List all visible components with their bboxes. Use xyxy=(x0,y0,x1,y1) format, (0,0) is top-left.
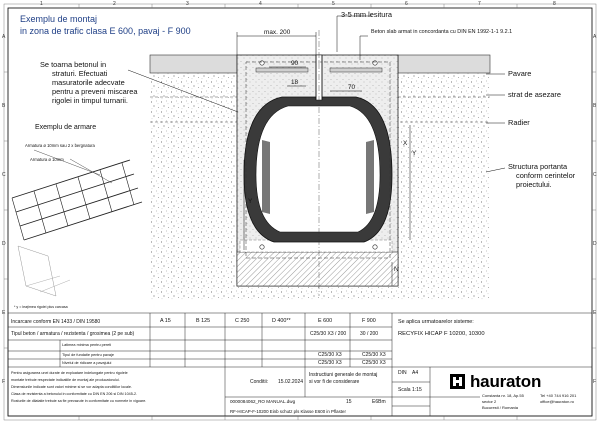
class-a15: A 15 xyxy=(160,318,171,324)
code-e600: C25/30 X3 xyxy=(318,352,342,358)
dim-x: X xyxy=(403,140,408,147)
product-systems: RECYFIX HICAP F 10200, 10300 xyxy=(398,331,485,337)
class-c250: C 250 xyxy=(235,318,250,324)
notes-line: Rosturile de dilatatie trebuie sa fie prevazute in conformitate cu normele in vigoare. xyxy=(11,399,147,403)
structure-note-line: proiectului. xyxy=(516,180,552,189)
notes-line: Dimensiunile indicate sunt valori minime si se vor adapta conditiilor locale. xyxy=(11,385,132,389)
edge-letter: C xyxy=(593,172,597,178)
rebar-label-2: Armatura ø 10mm xyxy=(30,157,64,162)
label-foundation: Radier xyxy=(508,118,530,127)
edge-letter: D xyxy=(593,241,597,247)
edge-letter: E xyxy=(2,310,6,316)
label-bedding: strat de asezare xyxy=(508,90,561,99)
company-name: hauraton xyxy=(470,372,542,391)
dim-70: 70 xyxy=(348,84,356,91)
notes-line: Clasa de rezistenta a betonului in conformitate cu DIN EN 206 si DIN 1045-2. xyxy=(11,392,138,396)
concrete-spec-note: Beton slab armat in concordanta cu DIN EN 1992-1-1 9.2.1 xyxy=(371,29,513,35)
edge-letter: F xyxy=(593,379,597,385)
doc-description: RF-HICAP-F-10200 Einb schutz pls Klasse E600 in Pflaster xyxy=(230,409,346,414)
din-value: A4 xyxy=(412,370,419,376)
code-f900: 30 / 200 xyxy=(360,331,379,337)
dim-y: Y xyxy=(412,150,417,157)
edge-number: 5 xyxy=(332,1,335,7)
sheet-number: 15 xyxy=(346,399,352,405)
edge-number: 6 xyxy=(405,1,408,7)
notes-line: Pentru asigurarea unei durate de exploatare indelungate pentru rigolele xyxy=(11,371,128,375)
row-label: Latimea minima pentru pereti xyxy=(62,343,112,347)
contact-email: office@hauraton.ro xyxy=(540,399,575,404)
dim-max: max. 200 xyxy=(264,29,291,36)
concrete-type-label: Tipul beton / armatura / rezistenta / grosimea (2 pe sub) xyxy=(11,331,135,337)
edge-letter: A xyxy=(2,34,6,40)
pour-note-line: masuratorile adecvate xyxy=(52,78,125,87)
class-e600: E 600 xyxy=(318,318,333,324)
rebar-cage-illustration xyxy=(12,150,142,296)
label-paving: Pavare xyxy=(508,69,532,78)
instructions-line: Instructiuni generale de montaj xyxy=(309,372,378,378)
pour-note-line: straturi. Efectuati xyxy=(52,69,108,78)
dim-90: 90 xyxy=(291,60,299,67)
pour-note-line: pentru a preveni miscarea xyxy=(52,87,138,96)
edge-letter: C xyxy=(2,172,6,178)
footnote: * y = leaţimea rigolei plus carcasa xyxy=(14,305,68,309)
edge-letter: F xyxy=(2,379,6,385)
paper-code: E6Bm xyxy=(372,399,386,405)
rebar-label-1: Armatura ø 10mm sau 2 x bergnatura xyxy=(25,143,95,148)
edge-number: 7 xyxy=(478,1,481,7)
applies-to-label: Se aplica urmatoarelor sisteme: xyxy=(398,319,474,325)
class-f900: F 900 xyxy=(362,318,376,324)
din-label: DIN xyxy=(398,370,407,376)
drawing-title-line-1: Exemplu de montaj xyxy=(20,14,98,24)
pour-note-line: Se toarna betonul in xyxy=(40,60,107,69)
structure-note-line: conform cerintelor xyxy=(516,171,576,180)
address-line: Constanta nr. 18, Ap.55 xyxy=(482,393,524,398)
rebar-title: Exemplu de armare xyxy=(35,124,97,131)
scale-value: 1:15 xyxy=(412,387,422,393)
load-class-label: Incarcare conform EN 1433 / DIN 19580 xyxy=(11,319,101,325)
edge-number: 8 xyxy=(553,1,556,7)
row-label: Tipul de fundatie pentru pavaje xyxy=(62,353,114,357)
structure-note-line: Structura portanta xyxy=(508,162,568,171)
edge-letter: A xyxy=(593,34,597,40)
date: 15.02.2024 xyxy=(278,379,304,385)
conditions-label: Conditii: xyxy=(250,379,269,385)
gap-note: 3-5 mm lesitura xyxy=(341,10,392,19)
doc-number: 0000084062_RO MANUAL.dwg xyxy=(230,399,296,404)
edge-letter: B xyxy=(593,103,597,109)
dim-18: 18 xyxy=(291,79,299,86)
pour-note-line: rigolei in timpul turnarii. xyxy=(52,96,128,105)
contact-phone: Tel +40 744 916 201 xyxy=(540,393,577,398)
edge-letter: D xyxy=(2,241,6,247)
address-line: sector 2 xyxy=(482,399,497,404)
notes-line: montate trebuie respectate indicatiile de montaj ale producatorului. xyxy=(11,378,120,382)
edge-letter: B xyxy=(2,103,6,109)
code-e600: C25/30 X3 xyxy=(318,360,342,366)
dim-y-left: Y xyxy=(248,198,253,205)
dim-n: N xyxy=(394,266,399,273)
edge-letter: E xyxy=(593,310,597,316)
code-f900: C25/30 X3 xyxy=(362,352,386,358)
scale-label: Scala xyxy=(398,387,411,393)
address-line: Bucuresti / Romania xyxy=(482,405,519,410)
edge-number: 1 xyxy=(40,1,43,7)
drawing-title-line-2: in zona de trafic clasa E 600, pavaj - F 900 xyxy=(20,26,191,36)
code-f900: C25/30 X3 xyxy=(362,360,386,366)
class-d400: D 400** xyxy=(272,318,291,324)
edge-number: 4 xyxy=(259,1,262,7)
row-label: Nivelul de ridicare a pavajului xyxy=(62,361,112,365)
edge-number: 3 xyxy=(186,1,189,7)
edge-number: 2 xyxy=(113,1,116,7)
instructions-line: si vor fi de considerare xyxy=(309,379,360,385)
class-b125: B 125 xyxy=(196,318,211,324)
code-e600: C25/30 X3 / 200 xyxy=(310,331,347,337)
